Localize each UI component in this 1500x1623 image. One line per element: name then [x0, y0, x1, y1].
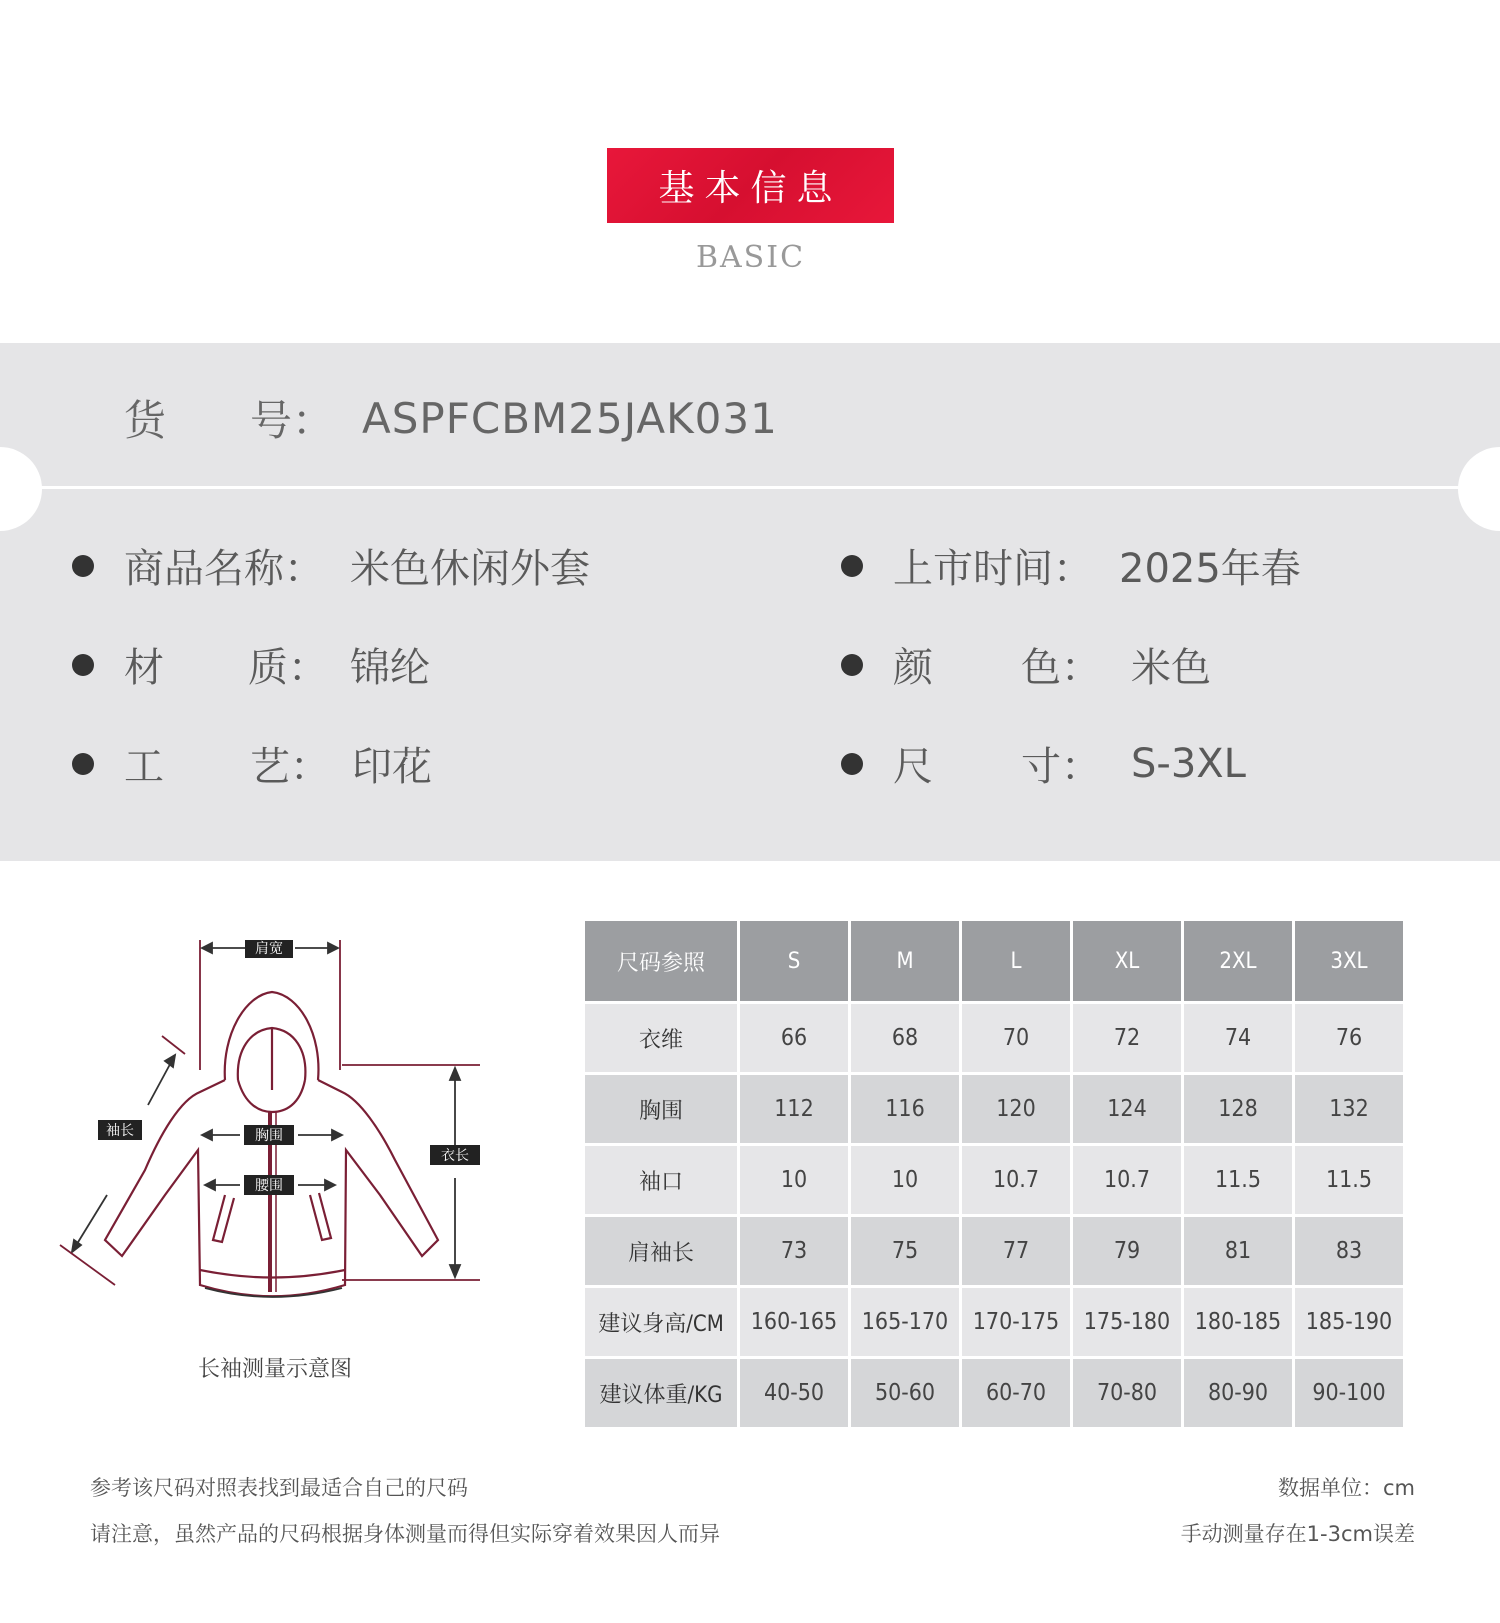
table-cell: 170-175 — [962, 1288, 1070, 1356]
product-name-label: 商品名称： — [124, 546, 324, 592]
craft-label-b: 艺： — [250, 744, 330, 790]
bullet-icon — [72, 555, 94, 577]
craft-value: 印花 — [352, 744, 432, 790]
section-title-badge: 基本信息 — [607, 148, 894, 223]
material-value: 锦纶 — [350, 645, 430, 691]
table-row-head: 袖口 — [585, 1146, 737, 1214]
bullet-icon — [841, 753, 863, 775]
table-cell: 160-165 — [740, 1288, 848, 1356]
note-disclaimer: 请注意，虽然产品的尺码根据身体测量而得但实际穿着效果因人而异 — [90, 1522, 720, 1546]
diagram-caption: 长袖测量示意图 — [197, 1357, 352, 1382]
size-table-header-cell: 尺码参照 — [585, 921, 737, 1001]
sku-label-b: 号： — [250, 396, 335, 445]
table-cell: 10 — [740, 1146, 848, 1214]
info-color — [841, 636, 1211, 693]
table-cell: 116 — [851, 1075, 959, 1143]
section-subtitle: BASIC — [695, 240, 806, 275]
table-row-head: 肩袖长 — [585, 1217, 737, 1285]
table-cell: 40-50 — [740, 1359, 848, 1427]
table-row — [585, 1075, 1403, 1143]
table-row — [585, 1004, 1403, 1072]
size-value: S-3XL — [1131, 740, 1246, 787]
table-cell: 72 — [1073, 1004, 1181, 1072]
info-release-date — [841, 537, 1301, 594]
size-label-a: 尺 — [893, 744, 933, 790]
table-cell: 81 — [1184, 1217, 1292, 1285]
release-value: 2025年春 — [1119, 546, 1301, 592]
table-cell: 112 — [740, 1075, 848, 1143]
table-cell: 83 — [1295, 1217, 1403, 1285]
table-cell: 175-180 — [1073, 1288, 1181, 1356]
note-tolerance: 手动测量存在1-3cm误差 — [1180, 1522, 1415, 1546]
table-cell: 70 — [962, 1004, 1070, 1072]
material-label-a: 材 — [124, 645, 164, 691]
table-cell: 60-70 — [962, 1359, 1070, 1427]
sku-value: ASPFCBM25JAK031 — [362, 393, 778, 443]
size-table-header-cell: 3XL — [1295, 921, 1403, 1001]
table-cell: 73 — [740, 1217, 848, 1285]
label-length: 衣长 — [441, 1148, 469, 1164]
table-cell: 80-90 — [1184, 1359, 1292, 1427]
bullet-icon — [841, 654, 863, 676]
table-cell: 66 — [740, 1004, 848, 1072]
info-craft — [72, 735, 432, 792]
bullet-icon — [72, 753, 94, 775]
table-cell: 132 — [1295, 1075, 1403, 1143]
label-waist: 腰围 — [255, 1178, 283, 1194]
jacket-measurement-diagram — [50, 940, 520, 1380]
table-cell: 185-190 — [1295, 1288, 1403, 1356]
table-cell: 11.5 — [1184, 1146, 1292, 1214]
bullet-icon — [72, 654, 94, 676]
info-product-name — [72, 537, 590, 594]
table-cell: 180-185 — [1184, 1288, 1292, 1356]
table-cell: 11.5 — [1295, 1146, 1403, 1214]
product-name-value: 米色休闲外套 — [350, 546, 590, 592]
color-label-b: 色： — [1021, 645, 1101, 691]
note-unit: 数据单位：cm — [1277, 1476, 1415, 1500]
table-cell: 10 — [851, 1146, 959, 1214]
note-reference: 参考该尺码对照表找到最适合自己的尺码 — [90, 1476, 468, 1500]
table-cell: 74 — [1184, 1004, 1292, 1072]
material-label-b: 质： — [248, 645, 328, 691]
table-row-head: 建议身高/CM — [585, 1288, 737, 1356]
table-cell: 90-100 — [1295, 1359, 1403, 1427]
size-table-header-row — [585, 921, 1403, 1001]
table-cell: 128 — [1184, 1075, 1292, 1143]
table-cell: 76 — [1295, 1004, 1403, 1072]
table-cell: 77 — [962, 1217, 1070, 1285]
table-cell: 68 — [851, 1004, 959, 1072]
table-row-head: 建议体重/KG — [585, 1359, 737, 1427]
label-shoulder: 肩宽 — [255, 941, 283, 957]
info-size — [841, 735, 1246, 792]
bullet-icon — [841, 555, 863, 577]
table-cell: 120 — [962, 1075, 1070, 1143]
table-row-head: 衣维 — [585, 1004, 737, 1072]
size-table-header-cell: L — [962, 921, 1070, 1001]
color-value: 米色 — [1131, 645, 1211, 691]
size-label-b: 寸： — [1021, 744, 1101, 790]
table-row — [585, 1217, 1403, 1285]
table-row — [585, 1288, 1403, 1356]
table-cell: 50-60 — [851, 1359, 959, 1427]
table-cell: 10.7 — [1073, 1146, 1181, 1214]
table-cell: 70-80 — [1073, 1359, 1181, 1427]
size-table-header-cell: M — [851, 921, 959, 1001]
sku-label-a: 货 — [124, 396, 167, 445]
table-cell: 79 — [1073, 1217, 1181, 1285]
info-material — [72, 636, 430, 693]
table-cell: 124 — [1073, 1075, 1181, 1143]
table-cell: 165-170 — [851, 1288, 959, 1356]
size-table-header-cell: XL — [1073, 921, 1181, 1001]
table-row — [585, 1146, 1403, 1214]
table-cell: 10.7 — [962, 1146, 1070, 1214]
size-table-header-cell: 2XL — [1184, 921, 1292, 1001]
table-row — [585, 1359, 1403, 1427]
panel-divider — [40, 486, 1460, 489]
label-chest: 胸围 — [255, 1128, 283, 1144]
size-table — [582, 918, 1406, 1430]
sku-row — [124, 388, 778, 448]
size-table-header-cell: S — [740, 921, 848, 1001]
table-cell: 75 — [851, 1217, 959, 1285]
craft-label-a: 工 — [124, 744, 164, 790]
color-label-a: 颜 — [893, 645, 933, 691]
table-row-head: 胸围 — [585, 1075, 737, 1143]
release-label: 上市时间： — [893, 546, 1093, 592]
label-sleeve: 袖长 — [106, 1123, 134, 1139]
